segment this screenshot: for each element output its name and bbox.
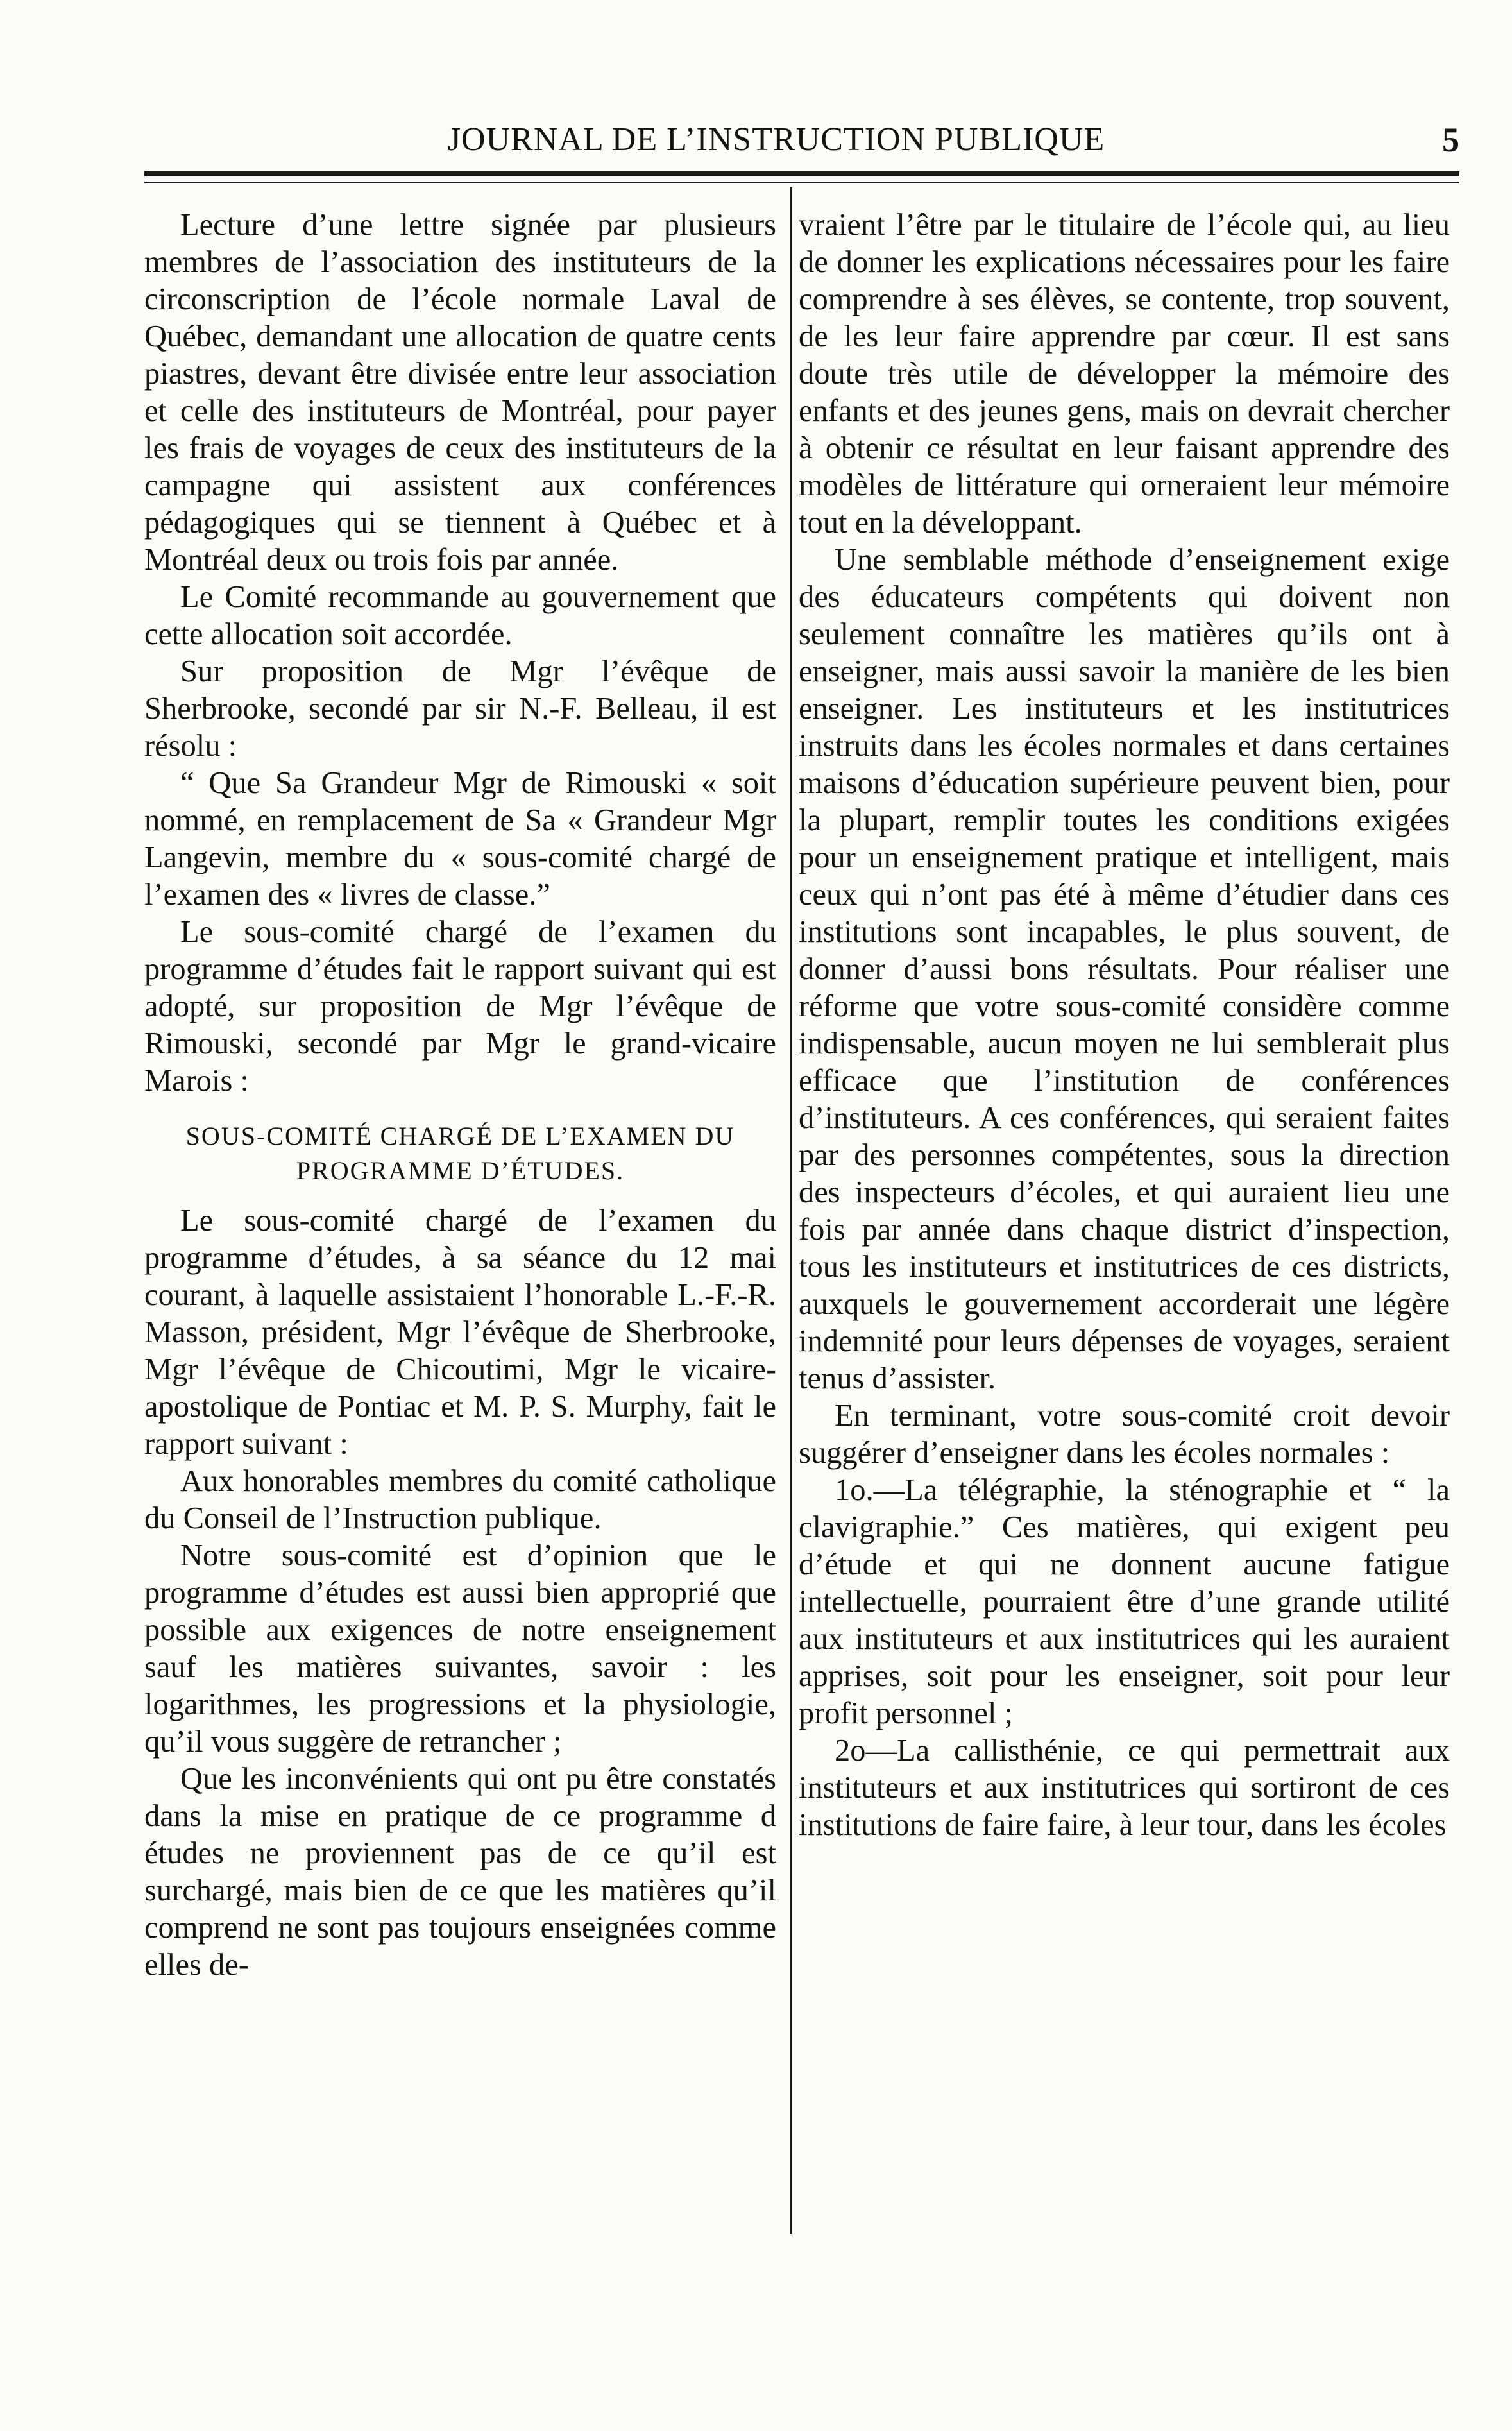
paragraph-comite-recommande: Le Comité recommande au gouvernement que cette allocation soit accordée. [144,580,776,651]
paragraph-lecture-lettre: Lecture d’une lettre signée par plusieurs membres de l’association des instituteurs de la circonscription de l’école normale Laval de Québec, demandant une allocation de quatre cents piastres, devant être divisée entre leur association et celle des instituteurs de Montréal, pour payer les frais de voyages de ceux des instituteurs de la campagne qui assistent aux conférences pédagogiques qui se tiennent à Québec et à Montréal deux ou trois fois par année. [144,208,776,577]
resolution-quote: “ Que Sa Grandeur Mgr de Rimouski « soit nommé, en remplacement de Sa « Grandeur Mgr Langevin, membre du « sous-comité chargé de l’examen des « livres de classe.” [144,766,776,912]
paragraph-rapport-intro: Le sous-comité chargé de l’examen du programme d’études fait le rapport suivant qui est adopté, sur proposition de Mgr l’évêque de Rimouski, secondé par Mgr le grand-vicaire Marois : [144,915,776,1098]
section-heading-line-2: PROGRAMME D’ÉTUDES. [296,1156,625,1185]
list-item-callisthenie: 2o—La callisthénie, ce qui permettrait aux instituteurs et aux institutrices qui sortiront de ces institutions de faire faire, à leur tour, dans les écoles [799,1734,1450,1842]
paragraph-proposition-sherbrooke: Sur proposition de Mgr l’évêque de Sherbrooke, secondé par sir N.-F. Belleau, il est résolu : [144,654,776,763]
header-rule-thick [144,171,1459,176]
paragraph-en-terminant: En terminant, votre sous-comité croit devoir suggérer d’enseigner dans les écoles normales : [799,1399,1450,1470]
list-item-telegraphie: 1o.—La télégraphie, la sténographie et “ la clavigraphie.” Ces matières, qui exigent peu d’étude et qui ne donnent aucune fatigue intellectuelle, pourraient être d’une grande utilité aux instituteurs et aux institutrices qui les auraient apprises, soit pour les enseigner, soit pour leur profit personnel ; [799,1473,1450,1730]
report-paragraph-address: Aux honorables membres du comité catholique du Conseil de l’Instruction publique. [144,1464,776,1535]
section-heading [144,1119,776,1188]
paragraph-methode: Une semblable méthode d’enseignement exige des éducateurs compétents qui doivent non seulement connaître les matières qu’ils ont à enseigner, mais aussi savoir la manière de les bien enseigner. Les instituteurs et les institutrices instruits dans les écoles normales et dans certaines maisons d’éducation supérieure peuvent bien, pour la plupart, remplir toutes les conditions exigées pour un enseignement pratique et intelligent, mais ceux qui n’ont pas été à même d’étudier dans ces institutions sont incapables, le plus souvent, de donner d’aussi bons résultats. Pour réaliser une réforme que votre sous-comité considère comme indispensable, aucun moyen ne lui semblerait plus efficace que l’institution de conférences d’instituteurs. A ces conférences, qui seraient faites par des personnes compétentes, sous la direction des inspecteurs d’écoles, et qui auraient lieu une fois par année dans chaque district d’inspection, tous les instituteurs et institutrices de ces districts, auxquels le gouvernement accorderait une légère indemnité pour leurs dépenses de voyages, seraient tenus d’assister. [799,543,1450,1395]
page-number: 5 [1442,121,1459,159]
paragraph-continuation: vraient l’être par le titulaire de l’école qui, au lieu de donner les explications nécessaires pour les faire comprendre à ses élèves, se contente, trop souvent, de les leur faire apprendre par cœur. Il est sans doute très utile de développer la mémoire des enfants et des jeunes gens, mais on devrait chercher à obtenir ce résultat en leur faisant apprendre des modèles de littérature qui orneraient leur mémoire tout en la développant. [799,208,1450,540]
report-paragraph-opinion: Notre sous-comité est d’opinion que le programme d’études est aussi bien approprié que possible aux exigences de notre enseignement sauf les matières suivantes, savoir : les logarithmes, les progressions et la physiologie, qu’il vous suggère de retrancher ; [144,1539,776,1759]
report-paragraph-seance: Le sous-comité chargé de l’examen du programme d’études, à sa séance du 12 mai courant, à laquelle assistaient l’honorable L.-F.-R. Masson, président, Mgr l’évêque de Sherbrooke, Mgr l’évêque de Chicoutimi, Mgr le vicaire-apostolique de Pontiac et M. P. S. Murphy, fait le rapport suivant : [144,1204,776,1461]
header-rule-thin [144,182,1459,183]
section-heading-line-1: SOUS-COMITÉ CHARGÉ DE L’EXAMEN DU [185,1122,735,1150]
report-paragraph-inconvenients: Que les inconvénients qui ont pu être constatés dans la mise en pratique de ce programme d études ne proviennent pas de ce qu’il est surchargé, mais bien de ce que les matières qu’il comprend ne sont pas toujours enseignées comme elles de- [144,1762,776,1982]
right-column [799,207,1450,1844]
left-column [144,207,776,1984]
column-divider [790,187,792,2234]
running-header-title: JOURNAL DE L’INSTRUCTION PUBLIQUE [447,121,1105,158]
